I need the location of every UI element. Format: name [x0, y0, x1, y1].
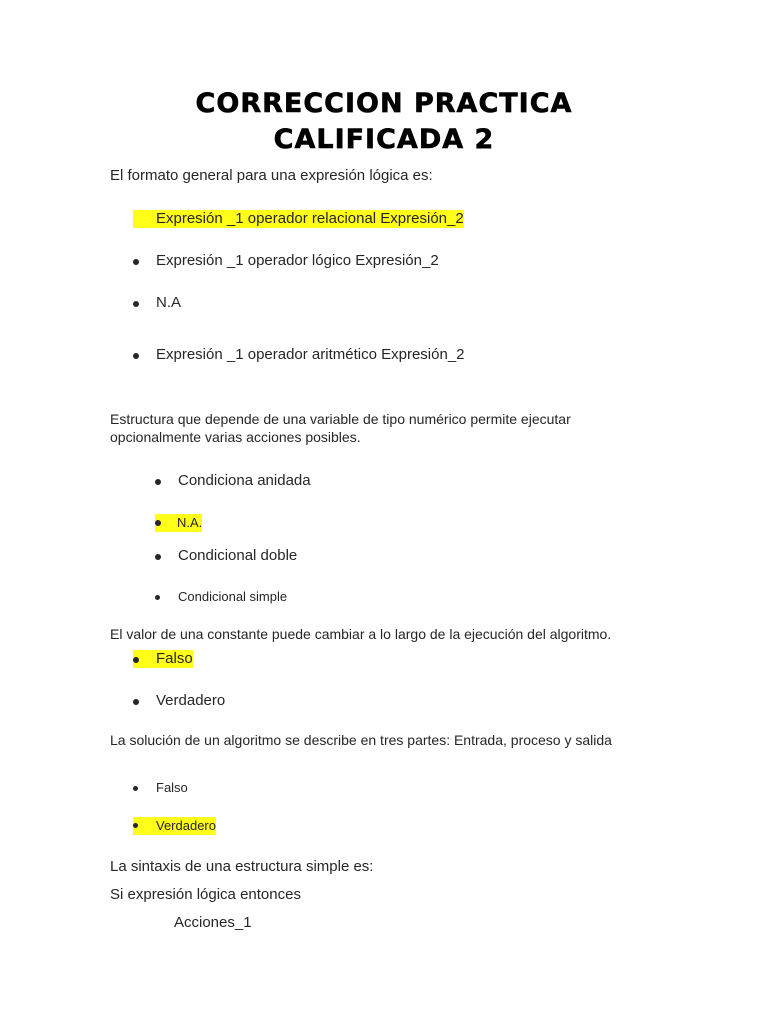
q2-option-4-label: Condicional simple — [178, 589, 288, 604]
q2-option-2-label: N.A. — [177, 515, 203, 530]
bullet-icon — [133, 786, 138, 791]
document-title-line-2: CALIFICADA 2 — [273, 124, 495, 155]
bullet-icon — [133, 823, 138, 828]
q4-option-1 — [133, 780, 188, 795]
q4-option-2-label: Verdadero — [156, 818, 216, 833]
question-3-text: El valor de una constante puede cambiar a lo largo de la ejecución del algoritmo. — [110, 626, 612, 642]
q1-option-1-label: Expresión _1 operador relacional Expresión_2 — [156, 210, 464, 227]
question-5-line-1: La sintaxis de una estructura simple es: — [110, 858, 374, 875]
q1-option-3 — [133, 294, 181, 311]
q1-option-4-label: Expresión _1 operador aritmético Expresión_2 — [156, 346, 465, 363]
q1-option-1 — [133, 210, 464, 228]
bullet-icon — [133, 259, 139, 265]
question-5-line-2: Si expresión lógica entonces — [110, 886, 301, 903]
q4-option-2 — [133, 817, 216, 835]
bullet-icon — [155, 554, 161, 560]
q4-option-1-label: Falso — [156, 780, 188, 795]
q1-option-4 — [133, 346, 465, 363]
q2-option-1 — [155, 472, 311, 489]
q2-option-4 — [155, 589, 287, 604]
q3-option-1 — [133, 650, 193, 668]
q3-option-2-label: Verdadero — [156, 692, 226, 709]
bullet-icon — [155, 479, 161, 485]
q1-option-2 — [133, 252, 439, 269]
q2-option-2 — [155, 514, 202, 532]
question-2-text-line-2: opcionalmente varias acciones posibles. — [110, 429, 361, 445]
bullet-icon — [155, 520, 161, 526]
q2-option-1-label: Condiciona anidada — [178, 472, 311, 489]
bullet-icon — [133, 353, 139, 359]
q1-option-3-label: N.A — [156, 294, 182, 311]
q2-option-3 — [155, 547, 297, 564]
question-5-line-3: Acciones_1 — [174, 914, 252, 931]
bullet-icon — [155, 595, 160, 600]
question-2-text-line-1: Estructura que depende de una variable de tipo numérico permite ejecutar — [110, 411, 571, 427]
q3-option-2 — [133, 692, 225, 709]
bullet-icon — [133, 657, 139, 663]
q1-option-2-label: Expresión _1 operador lógico Expresión_2 — [156, 252, 439, 269]
q2-option-3-label: Condicional doble — [178, 547, 298, 564]
question-4-text: La solución de un algoritmo se describe en tres partes: Entrada, proceso y salida — [110, 732, 612, 748]
bullet-icon — [133, 301, 139, 307]
document-title-line-1: CORRECCION PRACTICA — [195, 88, 573, 119]
question-1-text: El formato general para una expresión lógica es: — [110, 167, 433, 184]
bullet-icon — [133, 699, 139, 705]
q3-option-1-label: Falso — [156, 650, 193, 667]
